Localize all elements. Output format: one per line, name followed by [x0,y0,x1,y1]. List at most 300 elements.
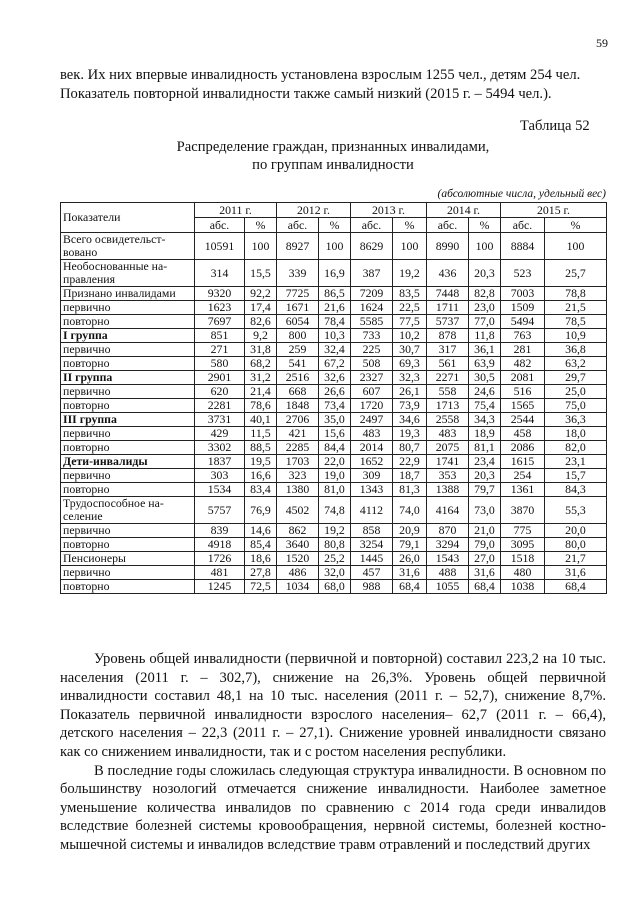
cell-abs: 870 [427,524,469,538]
cell-abs: 2497 [351,413,393,427]
row-label: первично [61,524,195,538]
cell-abs: 3640 [277,538,319,552]
cell-pct: 92,2 [245,287,277,301]
cell-pct: 23,0 [469,301,501,315]
cell-pct: 21,4 [245,385,277,399]
cell-abs: 1534 [195,483,245,497]
cell-abs: 5737 [427,315,469,329]
cell-pct: 73,9 [393,399,427,413]
cell-abs: 1565 [501,399,545,413]
header-abs: абс. [427,218,469,233]
cell-abs: 4918 [195,538,245,552]
header-corner: Показатели [61,203,195,233]
cell-abs: 7209 [351,287,393,301]
cell-pct: 30,7 [393,343,427,357]
cell-pct: 67,2 [319,357,351,371]
row-label: повторно [61,315,195,329]
header-pct: % [393,218,427,233]
header-year: 2012 г. [277,203,351,218]
cell-abs: 4502 [277,497,319,524]
table-row [61,315,607,329]
cell-pct: 81,1 [469,441,501,455]
cell-abs: 2075 [427,441,469,455]
cell-pct: 10,2 [393,329,427,343]
cell-pct: 25,0 [545,385,607,399]
row-label: первично [61,469,195,483]
cell-pct: 88,5 [245,441,277,455]
cell-abs: 3870 [501,497,545,524]
cell-abs: 1741 [427,455,469,469]
cell-abs: 1726 [195,552,245,566]
cell-abs: 862 [277,524,319,538]
cell-abs: 1034 [277,580,319,594]
table-row [61,287,607,301]
cell-abs: 3731 [195,413,245,427]
cell-abs: 2285 [277,441,319,455]
cell-pct: 55,3 [545,497,607,524]
cell-abs: 309 [351,469,393,483]
row-label: повторно [61,580,195,594]
cell-abs: 3095 [501,538,545,552]
cell-pct: 21,0 [469,524,501,538]
intro-line: век. Их них впервые инвалидность установлена взрослым 1255 чел., детям 254 чел. [60,67,581,83]
cell-abs: 339 [277,260,319,287]
cell-pct: 10,9 [545,329,607,343]
cell-abs: 457 [351,566,393,580]
row-label: повторно [61,538,195,552]
cell-pct: 21,6 [319,301,351,315]
cell-pct: 16,6 [245,469,277,483]
cell-abs: 314 [195,260,245,287]
cell-pct: 22,0 [319,455,351,469]
cell-abs: 3254 [351,538,393,552]
cell-abs: 2544 [501,413,545,427]
cell-abs: 1038 [501,580,545,594]
row-label: первично [61,385,195,399]
cell-abs: 3302 [195,441,245,455]
cell-pct: 68,4 [469,580,501,594]
cell-pct: 18,7 [393,469,427,483]
intro-line: Показатель повторной инвалидности также самый низкий (2015 г. – 5494 чел.). [60,86,552,102]
cell-abs: 486 [277,566,319,580]
cell-pct: 27,0 [469,552,501,566]
header-pct: % [469,218,501,233]
cell-pct: 23,1 [545,455,607,469]
cell-abs: 516 [501,385,545,399]
cell-abs: 323 [277,469,319,483]
cell-pct: 81,0 [319,483,351,497]
cell-abs: 281 [501,343,545,357]
cell-abs: 2327 [351,371,393,385]
cell-pct: 31,6 [469,566,501,580]
cell-pct: 19,0 [319,469,351,483]
cell-abs: 1848 [277,399,319,413]
cell-pct: 100 [545,233,607,260]
cell-pct: 11,5 [245,427,277,441]
table-row [61,524,607,538]
header-abs: абс. [501,218,545,233]
header-abs: абс. [277,218,319,233]
table-row [61,329,607,343]
cell-pct: 75,4 [469,399,501,413]
cell-pct: 83,5 [393,287,427,301]
cell-abs: 1245 [195,580,245,594]
cell-pct: 14,6 [245,524,277,538]
cell-abs: 763 [501,329,545,343]
cell-abs: 1509 [501,301,545,315]
cell-pct: 16,9 [319,260,351,287]
cell-pct: 27,8 [245,566,277,580]
cell-pct: 84,4 [319,441,351,455]
row-label: Пенсионеры [61,552,195,566]
row-label: повторно [61,441,195,455]
table-row [61,357,607,371]
row-label: Дети-инвалиды [61,455,195,469]
header-year: 2015 г. [501,203,607,218]
cell-pct: 30,5 [469,371,501,385]
cell-pct: 15,6 [319,427,351,441]
cell-pct: 100 [245,233,277,260]
cell-pct: 85,4 [245,538,277,552]
cell-abs: 580 [195,357,245,371]
cell-pct: 78,8 [545,287,607,301]
cell-pct: 63,9 [469,357,501,371]
cell-abs: 7448 [427,287,469,301]
cell-pct: 72,5 [245,580,277,594]
header-pct: % [545,218,607,233]
header-year: 2014 г. [427,203,501,218]
cell-pct: 9,2 [245,329,277,343]
cell-abs: 1671 [277,301,319,315]
cell-pct: 22,9 [393,455,427,469]
cell-abs: 1388 [427,483,469,497]
table-row [61,233,607,260]
cell-abs: 271 [195,343,245,357]
row-label: повторно [61,399,195,413]
cell-abs: 7003 [501,287,545,301]
cell-pct: 20,9 [393,524,427,538]
table-row [61,483,607,497]
cell-abs: 429 [195,427,245,441]
cell-pct: 83,4 [245,483,277,497]
cell-pct: 80,0 [545,538,607,552]
cell-abs: 1837 [195,455,245,469]
cell-abs: 1520 [277,552,319,566]
cell-pct: 15,5 [245,260,277,287]
units-note: (абсолютные числа, удельный вес) [437,188,606,200]
cell-pct: 31,8 [245,343,277,357]
cell-abs: 2086 [501,441,545,455]
cell-pct: 10,3 [319,329,351,343]
table-title-line: по группам инвалидности [252,157,414,173]
cell-pct: 31,6 [393,566,427,580]
table-row [61,343,607,357]
cell-pct: 68,2 [245,357,277,371]
table-row [61,566,607,580]
cell-abs: 7725 [277,287,319,301]
table-row [61,497,607,524]
cell-abs: 988 [351,580,393,594]
cell-pct: 77,0 [469,315,501,329]
cell-abs: 1624 [351,301,393,315]
cell-pct: 69,3 [393,357,427,371]
cell-abs: 5757 [195,497,245,524]
table-row [61,427,607,441]
table-row [61,455,607,469]
cell-pct: 73,4 [319,399,351,413]
cell-pct: 82,0 [545,441,607,455]
cell-pct: 20,3 [469,469,501,483]
cell-pct: 24,6 [469,385,501,399]
cell-abs: 2014 [351,441,393,455]
table-title [60,138,606,174]
cell-pct: 32,6 [319,371,351,385]
cell-pct: 18,0 [545,427,607,441]
cell-abs: 5585 [351,315,393,329]
cell-abs: 508 [351,357,393,371]
cell-pct: 75,0 [545,399,607,413]
row-label: повторно [61,357,195,371]
cell-abs: 436 [427,260,469,287]
cell-abs: 1615 [501,455,545,469]
cell-pct: 86,5 [319,287,351,301]
cell-pct: 79,0 [469,538,501,552]
cell-pct: 68,4 [393,580,427,594]
cell-pct: 11,8 [469,329,501,343]
row-label: Трудоспособное на-селение [61,497,195,524]
cell-pct: 29,7 [545,371,607,385]
cell-abs: 259 [277,343,319,357]
cell-pct: 21,7 [545,552,607,566]
cell-pct: 79,7 [469,483,501,497]
table-row [61,538,607,552]
cell-abs: 2281 [195,399,245,413]
header-year: 2013 г. [351,203,427,218]
table-row [61,441,607,455]
cell-pct: 77,5 [393,315,427,329]
cell-abs: 317 [427,343,469,357]
cell-abs: 387 [351,260,393,287]
row-label: III группа [61,413,195,427]
cell-pct: 78,5 [545,315,607,329]
cell-abs: 607 [351,385,393,399]
cell-pct: 18,9 [469,427,501,441]
cell-pct: 76,9 [245,497,277,524]
cell-abs: 558 [427,385,469,399]
cell-abs: 1361 [501,483,545,497]
cell-pct: 68,0 [319,580,351,594]
table-title-line: Распределение граждан, признанных инвалидами, [176,139,490,155]
cell-abs: 483 [427,427,469,441]
cell-pct: 32,3 [393,371,427,385]
cell-abs: 8884 [501,233,545,260]
body-text [60,650,606,855]
cell-pct: 40,1 [245,413,277,427]
cell-abs: 733 [351,329,393,343]
cell-abs: 9320 [195,287,245,301]
row-label: первично [61,343,195,357]
cell-pct: 36,8 [545,343,607,357]
cell-abs: 488 [427,566,469,580]
cell-abs: 858 [351,524,393,538]
cell-abs: 2271 [427,371,469,385]
table-row [61,371,607,385]
intro-text [60,66,620,104]
cell-pct: 20,3 [469,260,501,287]
table-label: Таблица 52 [520,118,590,134]
row-label: Необоснованные на-правления [61,260,195,287]
cell-abs: 2516 [277,371,319,385]
cell-pct: 100 [319,233,351,260]
cell-abs: 541 [277,357,319,371]
cell-pct: 26,1 [393,385,427,399]
cell-pct: 19,5 [245,455,277,469]
table-row [61,301,607,315]
cell-pct: 19,2 [393,260,427,287]
cell-pct: 34,6 [393,413,427,427]
cell-pct: 26,6 [319,385,351,399]
cell-pct: 100 [469,233,501,260]
row-label: I группа [61,329,195,343]
header-year: 2011 г. [195,203,277,218]
cell-pct: 80,7 [393,441,427,455]
cell-pct: 25,7 [545,260,607,287]
cell-abs: 8927 [277,233,319,260]
cell-abs: 225 [351,343,393,357]
row-label: первично [61,427,195,441]
cell-abs: 1623 [195,301,245,315]
table-row [61,385,607,399]
paragraph: В последние годы сложилась следующая структура инвалидности. В основном по большинству нозологий отмечается снижение инвалидности. Наиболее заметное уменьшение количества инвалидов по сравнению с 2014 года среди инвалидов вследствие болезней системы кровообращения, нервной системы, болезней костно-мышечной системы и инвалидов вследствие травм отравлений и последствий других [60,762,606,853]
paragraph: Уровень общей инвалидности (первичной и повторной) составил 223,2 на 10 тыс. населения (2011 г. – 302,7), снижение на 26,3%. Уровень общей первичной инвалидности составил 48,1 на 10 тыс. населения (2011 г. – 52,7), снижение 8,7%. Показатель первичной инвалидности взрослого населения– 62,7 (2011 г. – 66,4), детского населения – 22,3 (2011 г. – 27,1). Снижение уровней инвалидности связано как со снижением инвалидности, так и с ростом населения республики. [60,651,606,760]
cell-pct: 36,1 [469,343,501,357]
cell-abs: 1703 [277,455,319,469]
cell-abs: 775 [501,524,545,538]
cell-abs: 4112 [351,497,393,524]
header-abs: абс. [351,218,393,233]
cell-pct: 25,2 [319,552,351,566]
cell-abs: 1652 [351,455,393,469]
cell-abs: 1713 [427,399,469,413]
cell-pct: 34,3 [469,413,501,427]
cell-abs: 7697 [195,315,245,329]
cell-abs: 1055 [427,580,469,594]
cell-pct: 73,0 [469,497,501,524]
table-row [61,552,607,566]
cell-abs: 480 [501,566,545,580]
cell-pct: 68,4 [545,580,607,594]
cell-pct: 78,6 [245,399,277,413]
cell-abs: 3294 [427,538,469,552]
page-number: 59 [596,36,608,50]
row-label: II группа [61,371,195,385]
cell-pct: 84,3 [545,483,607,497]
cell-abs: 839 [195,524,245,538]
header-abs: абс. [195,218,245,233]
table-row [61,469,607,483]
cell-abs: 2558 [427,413,469,427]
cell-abs: 523 [501,260,545,287]
cell-abs: 254 [501,469,545,483]
cell-pct: 35,0 [319,413,351,427]
cell-pct: 63,2 [545,357,607,371]
cell-pct: 74,0 [393,497,427,524]
cell-pct: 36,3 [545,413,607,427]
cell-abs: 10591 [195,233,245,260]
cell-pct: 82,8 [469,287,501,301]
cell-abs: 8629 [351,233,393,260]
cell-abs: 458 [501,427,545,441]
cell-abs: 1543 [427,552,469,566]
cell-abs: 353 [427,469,469,483]
cell-pct: 20,0 [545,524,607,538]
table-row [61,580,607,594]
cell-pct: 31,6 [545,566,607,580]
cell-abs: 620 [195,385,245,399]
cell-abs: 8990 [427,233,469,260]
table-row [61,260,607,287]
cell-pct: 19,2 [319,524,351,538]
cell-abs: 800 [277,329,319,343]
cell-pct: 21,5 [545,301,607,315]
cell-pct: 81,3 [393,483,427,497]
cell-abs: 303 [195,469,245,483]
cell-abs: 5494 [501,315,545,329]
row-label: Признано инвалидами [61,287,195,301]
cell-pct: 78,4 [319,315,351,329]
cell-pct: 32,0 [319,566,351,580]
cell-pct: 22,5 [393,301,427,315]
cell-pct: 80,8 [319,538,351,552]
cell-abs: 481 [195,566,245,580]
cell-abs: 2081 [501,371,545,385]
cell-abs: 851 [195,329,245,343]
header-pct: % [319,218,351,233]
cell-pct: 23,4 [469,455,501,469]
row-label: повторно [61,483,195,497]
disability-table [60,202,607,594]
cell-pct: 32,4 [319,343,351,357]
cell-abs: 561 [427,357,469,371]
cell-pct: 31,2 [245,371,277,385]
cell-pct: 82,6 [245,315,277,329]
cell-pct: 19,3 [393,427,427,441]
cell-pct: 18,6 [245,552,277,566]
row-label: первично [61,301,195,315]
cell-pct: 15,7 [545,469,607,483]
cell-abs: 421 [277,427,319,441]
cell-pct: 79,1 [393,538,427,552]
cell-abs: 1711 [427,301,469,315]
cell-abs: 1720 [351,399,393,413]
cell-abs: 1343 [351,483,393,497]
cell-abs: 1445 [351,552,393,566]
row-label: первично [61,566,195,580]
cell-abs: 1380 [277,483,319,497]
cell-abs: 4164 [427,497,469,524]
cell-pct: 17,4 [245,301,277,315]
cell-pct: 100 [393,233,427,260]
header-pct: % [245,218,277,233]
cell-abs: 483 [351,427,393,441]
table-row [61,413,607,427]
cell-abs: 2901 [195,371,245,385]
row-label: Всего освидетельст-вовано [61,233,195,260]
cell-abs: 668 [277,385,319,399]
cell-pct: 26,0 [393,552,427,566]
cell-abs: 1518 [501,552,545,566]
cell-abs: 878 [427,329,469,343]
